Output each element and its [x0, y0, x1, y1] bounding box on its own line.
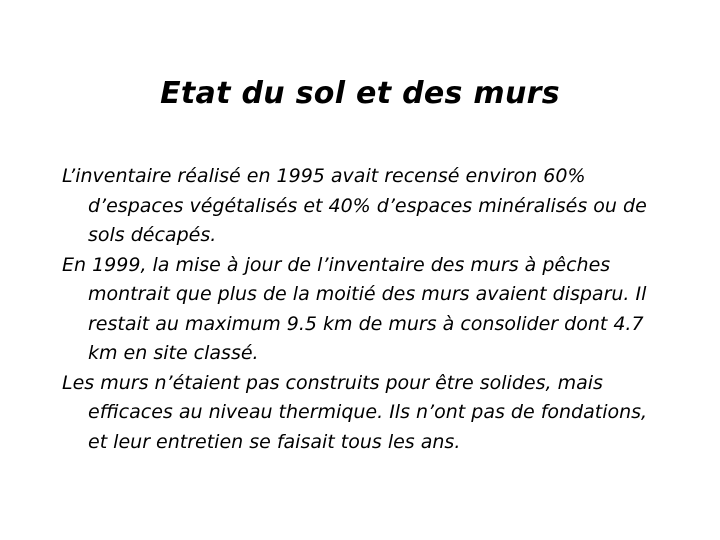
- slide-body: [62, 162, 672, 457]
- paragraph-inventory-1999: En 1999, la mise à jour de l’inventaire des murs à pêches montrait que plus de la moitié des murs avaient disparu. Il restait au maximum 9.5 km de murs à consolider dont 4.7 km en site classé.: [62, 253, 647, 364]
- slide-title: Etat du sol et des murs: [160, 76, 560, 111]
- paragraph-wall-construction: Les murs n’étaient pas construits pour être solides, mais efficaces au niveau thermique. Ils n’ont pas de fondations, et leur entretien se faisait tous les ans.: [62, 371, 648, 453]
- paragraph-inventory-1995: L’inventaire réalisé en 1995 avait recensé environ 60% d’espaces végétalisés et 40% d’espaces minéralisés ou de sols décapés.: [62, 165, 647, 246]
